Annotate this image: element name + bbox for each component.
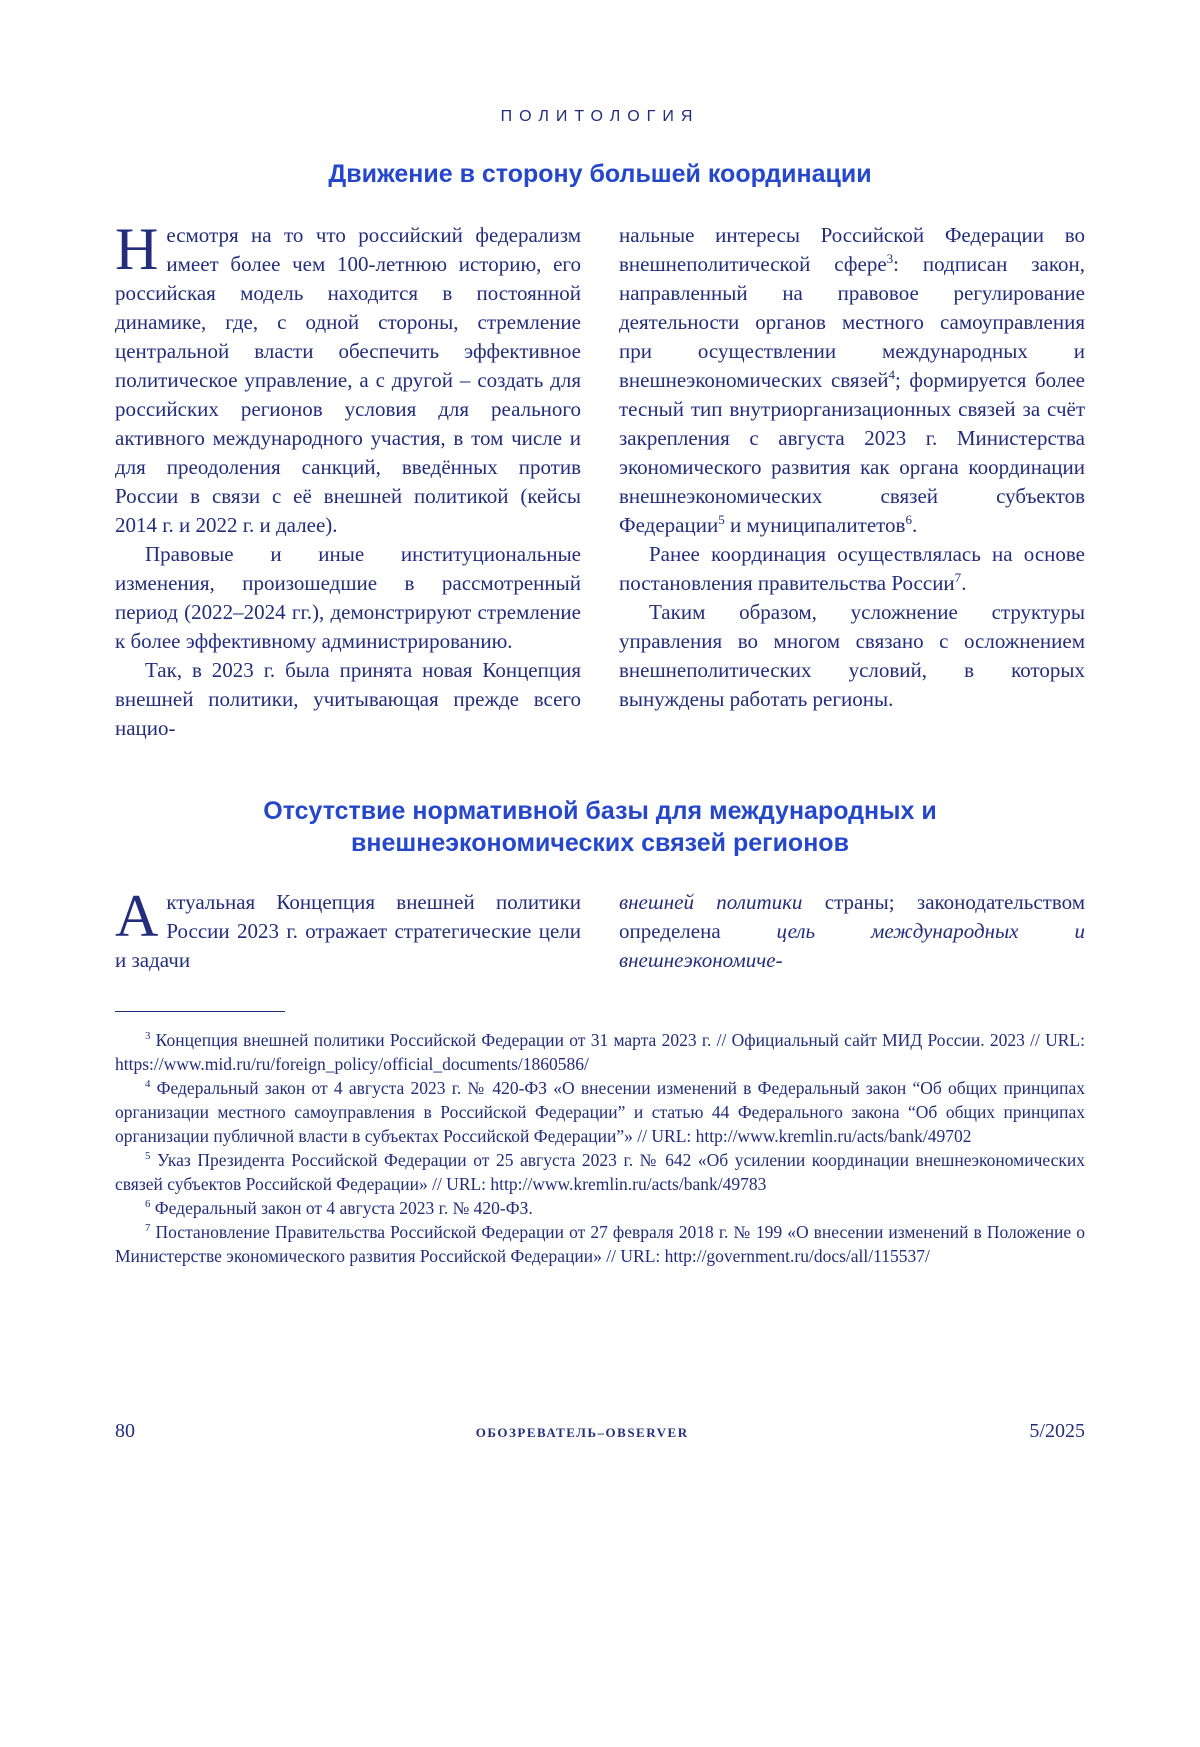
article-1-columns <box>115 215 1085 743</box>
issue-number: 5/2025 <box>1029 1420 1085 1442</box>
text-segment: Правовые и иные институциональные изменения, произошедшие в рассмотренный период (2022–2024 гг.), демонстрируют стремление к более эффективному администрированию. <box>115 541 581 653</box>
paragraph <box>619 221 1085 540</box>
drop-cap: А <box>115 882 159 949</box>
text-segment: Указ Президента Российской Федерации от 25 августа 2023 г. № 642 «Об усилении координации внешнеэкономических связей субъектов Российской Федерации» // URL: http://www.kremlin.ru/acts/bank/49783 <box>115 1149 1085 1194</box>
footnote-divider <box>115 1011 285 1012</box>
footnote-marker: 6 <box>905 511 912 527</box>
text-segment: ктуальная Концепция внешней политики России 2023 г. отражает стратегические цели и задачи <box>115 889 581 972</box>
text-segment: Ранее координация осуществлялась на основе постановления правительства России <box>619 541 1085 595</box>
footnote <box>115 1220 1085 1268</box>
paragraph <box>619 540 1085 598</box>
drop-cap: Н <box>115 215 159 282</box>
paragraph <box>619 888 1085 975</box>
text-segment: внешней политики <box>619 889 803 914</box>
footnote-marker: 7 <box>954 569 962 585</box>
footnote <box>115 1148 1085 1196</box>
footnote-marker: 5 <box>145 1149 151 1162</box>
footnote-marker: 4 <box>145 1077 151 1090</box>
text-segment: страны; законодательством определена <box>619 889 1085 943</box>
text-segment: нальные интересы Российской Федерации во внешнеполитической сфере <box>619 222 1085 276</box>
footnotes <box>115 1028 1085 1268</box>
page-number: 80 <box>115 1420 135 1442</box>
section-title-1: Движение в сторону большей координации <box>328 160 872 188</box>
footnote <box>115 1076 1085 1148</box>
page-footer <box>115 1420 1085 1443</box>
paragraph <box>619 598 1085 714</box>
footnote-marker: 5 <box>718 511 725 527</box>
footnote <box>115 1028 1085 1076</box>
text-segment: и муниципалитетов <box>724 512 906 537</box>
footnote-marker: 3 <box>886 250 894 266</box>
text-segment: ; формируется более тесный тип внутриорганизационных связей за счёт закрепления с августа 2023 г. Министерства экономического развития как органа координации внешнеэкономических связей субъектов Федерации <box>619 367 1085 537</box>
footnote-marker: 6 <box>145 1197 151 1210</box>
text-segment: . <box>961 570 967 595</box>
text-segment: . <box>911 512 918 537</box>
text-segment: Постановление Правительства Российской Федерации от 27 февраля 2018 г. № 199 «О внесении изменений в Положение о Министерстве экономического развития Российской Федерации» // URL: http://government.ru/docs/all/115537/ <box>115 1221 1085 1266</box>
footnote-marker: 7 <box>145 1221 151 1234</box>
footnote-marker: 3 <box>145 1029 151 1042</box>
text-segment: Концепция внешней политики Российской Федерации от 31 марта 2023 г. // Официальный сайт МИД России. 2023 // URL: https://www.mid.ru/ru/foreign_policy/official_documents/1860586/ <box>115 1029 1085 1074</box>
text-segment: : подписан закон, направленный на правовое регулирование деятельности органов местного самоуправления при осуществлении международных и внешнеэкономических связей <box>619 251 1085 392</box>
article-1-left-column <box>115 215 581 743</box>
footnote <box>115 1196 1085 1220</box>
article-1-right-column <box>619 221 1085 743</box>
text-segment: цель международных и внешнеэкономиче- <box>619 918 1085 972</box>
article-2-columns <box>115 882 1085 975</box>
article-2-left-column <box>115 882 581 975</box>
section-title-2: Отсутствие нормативной базы для международных и внешнеэкономических связей регионов <box>263 796 937 857</box>
text-segment: Таким образом, усложнение структуры управления во многом связано с осложнением внешнеполитических условий, в которых вынуждены работать регионы. <box>619 599 1085 711</box>
article-2-right-column <box>619 888 1085 975</box>
footnote-marker: 4 <box>888 366 895 382</box>
text-segment: Федеральный закон от 4 августа 2023 г. № 420-ФЗ. <box>150 1197 533 1218</box>
text-segment: Федеральный закон от 4 августа 2023 г. № 420-ФЗ «О внесении изменений в Федеральный закон “Об общих принципах организации местного самоуправления в Российской Федерации” и статью 44 Федерального закона “Об общих принципах организации публичной власти в субъектах Российской Федерации”» // URL: http://www.kremlin.ru/acts/bank/49702 <box>115 1077 1085 1146</box>
paragraph <box>115 215 581 540</box>
journal-name: ОБОЗРЕВАТЕЛЬ–OBSERVER <box>475 1425 689 1440</box>
paragraph <box>115 540 581 656</box>
rubric-header: ПОЛИТОЛОГИЯ <box>500 108 700 125</box>
text-segment: Так, в 2023 г. была принята новая Концепция внешней политики, учитывающая прежде всего нацио- <box>115 657 581 740</box>
paragraph <box>115 882 581 975</box>
text-segment: есмотря на то что российский федерализм имеет более чем 100-летнюю историю, его российская модель находится в постоянной динамике, где, с одной стороны, стремление центральной власти обеспечить эффективное политическое управление, а с другой – создать для российских регионов условия для реального активного международного участия, в том числе и для преодоления санкций, введённых против России в связи с её внешней политикой (кейсы 2014 г. и 2022 г. и далее). <box>115 222 581 537</box>
paragraph <box>115 656 581 743</box>
